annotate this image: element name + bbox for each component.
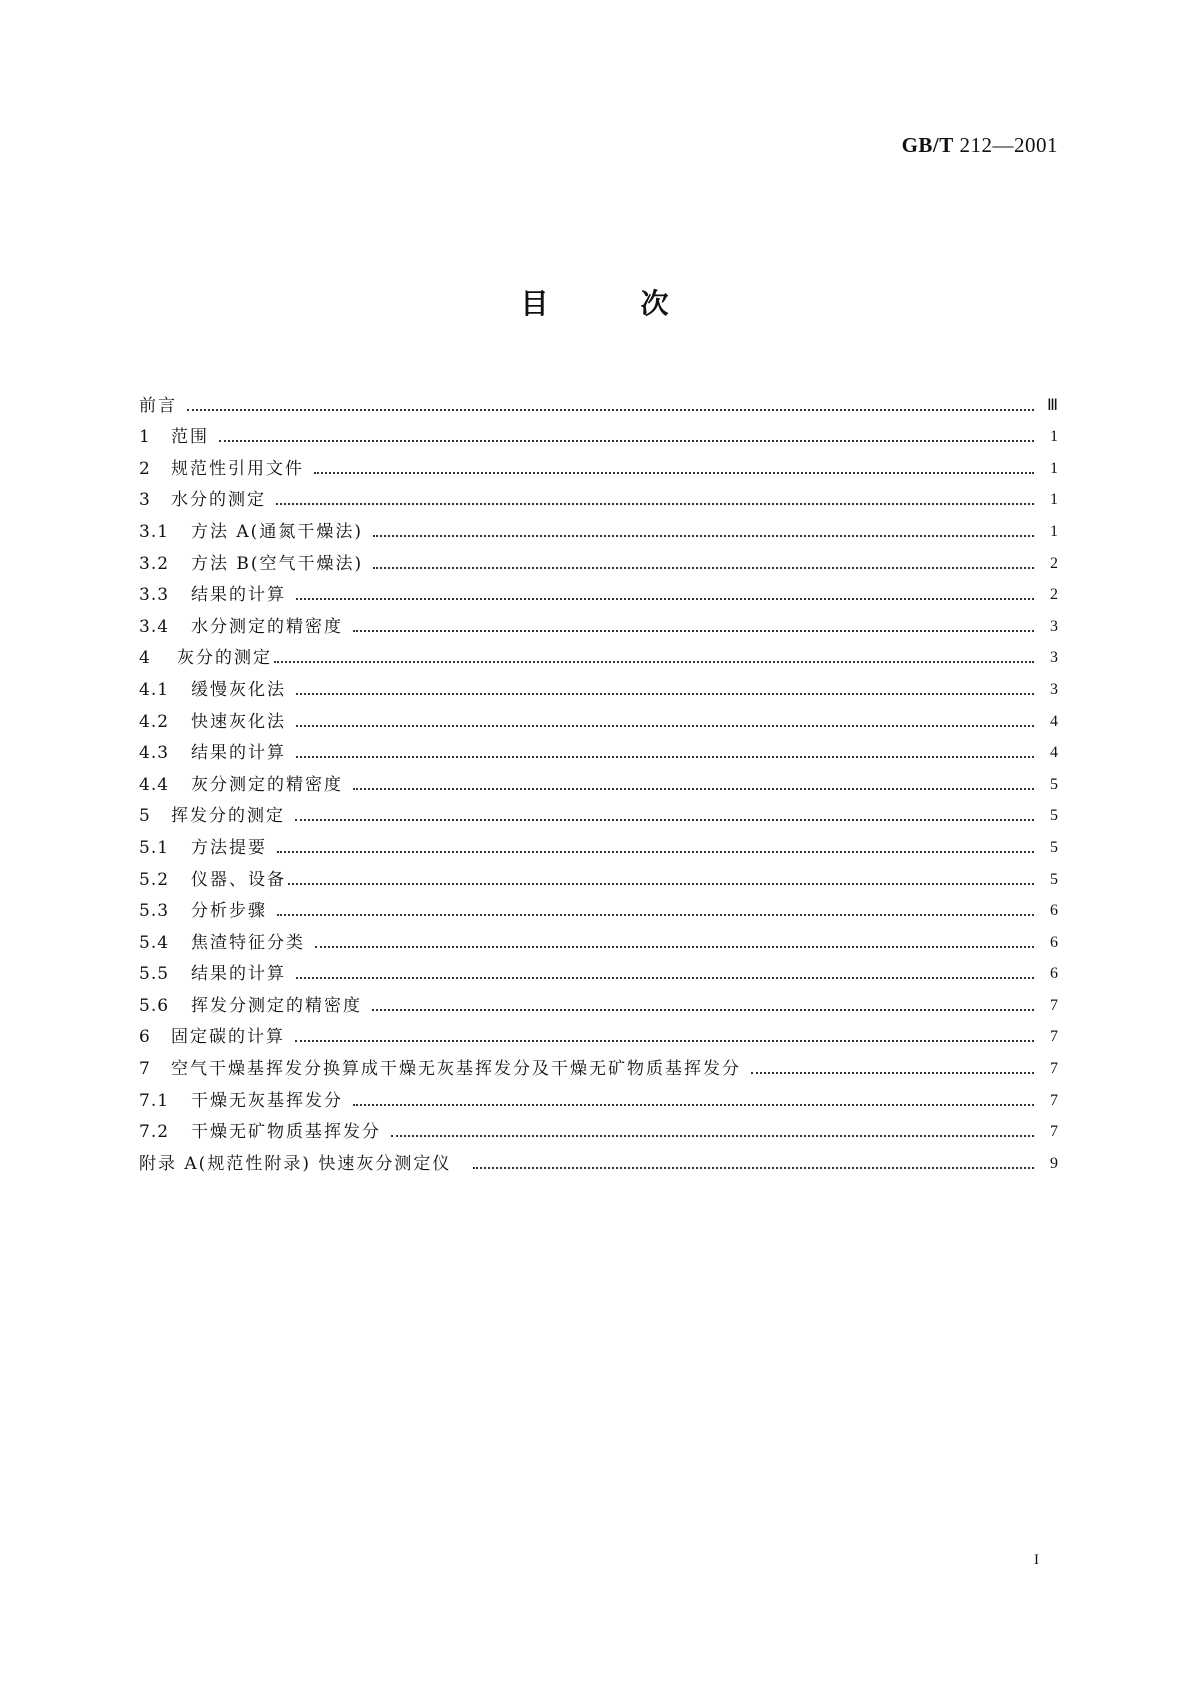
toc-section-number: 7.1 bbox=[139, 1090, 170, 1111]
toc-section-number: 7.2 bbox=[139, 1122, 170, 1143]
toc-entry-5-5[interactable] bbox=[139, 953, 1058, 985]
toc-entry-1[interactable] bbox=[139, 416, 1058, 448]
toc-section-number: 3.4 bbox=[139, 616, 170, 637]
toc-dot-leader bbox=[372, 1009, 1034, 1011]
toc-dot-leader bbox=[315, 946, 1034, 948]
toc-entry-5[interactable] bbox=[139, 795, 1058, 827]
toc-entry-foreword[interactable] bbox=[139, 384, 1058, 416]
toc-entry-title: 快速灰化法 bbox=[191, 711, 286, 732]
toc-page-number: 6 bbox=[1050, 965, 1058, 983]
toc-entry-7[interactable] bbox=[139, 1047, 1058, 1079]
toc-entry-title: 挥发分的测定 bbox=[171, 806, 285, 827]
toc-entry-title: 灰分的测定 bbox=[177, 648, 272, 669]
toc-entry-5-6[interactable] bbox=[139, 984, 1058, 1016]
toc-entry-3-3[interactable] bbox=[139, 574, 1058, 606]
toc-dot-leader bbox=[391, 1135, 1034, 1137]
toc-entry-title: 规范性引用文件 bbox=[171, 458, 304, 479]
toc-page-number: 2 bbox=[1050, 554, 1058, 572]
toc-page-number: 3 bbox=[1050, 617, 1058, 635]
toc-entry-4[interactable] bbox=[139, 637, 1058, 669]
toc-entry-title: 方法 B(空气干燥法) bbox=[191, 553, 364, 574]
toc-entry-4-4[interactable] bbox=[139, 763, 1058, 795]
toc-dot-leader bbox=[353, 788, 1034, 790]
toc-page-number: 5 bbox=[1050, 838, 1058, 856]
toc-dot-leader bbox=[277, 914, 1034, 916]
toc-page-number: 7 bbox=[1050, 1028, 1058, 1046]
toc-entry-2[interactable] bbox=[139, 447, 1058, 479]
toc-section-number: 3.1 bbox=[139, 521, 170, 542]
toc-dot-leader bbox=[296, 693, 1034, 695]
toc-entry-title: 空气干燥基挥发分换算成干燥无灰基挥发分及干燥无矿物质基挥发分 bbox=[171, 1059, 741, 1080]
toc-section-number: 5.2 bbox=[139, 869, 170, 890]
toc-entry-4-1[interactable] bbox=[139, 668, 1058, 700]
toc-entry-title: 结果的计算 bbox=[191, 585, 286, 606]
toc-dot-leader bbox=[276, 503, 1034, 505]
toc-entry-title: 附录 A(规范性附录) 快速灰分测定仪 bbox=[139, 1153, 452, 1174]
toc-entry-3-4[interactable] bbox=[139, 605, 1058, 637]
toc-dot-leader bbox=[295, 1040, 1034, 1042]
toc-section-number: 3.3 bbox=[139, 585, 170, 606]
toc-dot-leader bbox=[288, 883, 1034, 885]
toc-entry-title: 水分的测定 bbox=[171, 490, 266, 511]
title-char-2: 次 bbox=[640, 287, 671, 320]
toc-entry-5-1[interactable] bbox=[139, 826, 1058, 858]
toc-page-number: 7 bbox=[1050, 1123, 1058, 1141]
toc-section-number: 4.4 bbox=[139, 774, 170, 795]
toc-dot-leader bbox=[274, 661, 1034, 663]
toc-section-number: 1 bbox=[139, 427, 151, 448]
toc-dot-leader bbox=[219, 440, 1034, 442]
toc-page-number: 4 bbox=[1050, 712, 1058, 730]
toc-page-number: 5 bbox=[1050, 807, 1058, 825]
toc-entry-7-2[interactable] bbox=[139, 1111, 1058, 1143]
toc-page-number: 1 bbox=[1050, 491, 1058, 509]
toc-section-number: 5.5 bbox=[139, 964, 170, 985]
toc-page-number: 4 bbox=[1050, 744, 1058, 762]
toc-dot-leader bbox=[296, 598, 1034, 600]
toc-dot-leader bbox=[295, 819, 1034, 821]
toc-dot-leader bbox=[473, 1167, 1034, 1169]
toc-dot-leader bbox=[314, 472, 1034, 474]
toc-entry-4-2[interactable] bbox=[139, 700, 1058, 732]
toc-section-number: 4 bbox=[139, 648, 151, 669]
toc-entry-3-2[interactable] bbox=[139, 542, 1058, 574]
standard-code: 212—2001 bbox=[959, 133, 1058, 157]
toc-entry-title: 水分测定的精密度 bbox=[191, 616, 343, 637]
toc-page-number: 5 bbox=[1050, 775, 1058, 793]
table-of-contents bbox=[139, 384, 1058, 1174]
toc-section-number: 5.3 bbox=[139, 901, 170, 922]
toc-entry-title: 干燥无矿物质基挥发分 bbox=[191, 1122, 381, 1143]
title-char-1: 目 bbox=[520, 287, 551, 320]
toc-section-number: 5.4 bbox=[139, 932, 170, 953]
toc-section-number: 5.1 bbox=[139, 837, 170, 858]
toc-dot-leader bbox=[373, 535, 1034, 537]
toc-dot-leader bbox=[277, 851, 1034, 853]
toc-entry-title: 缓慢灰化法 bbox=[191, 679, 286, 700]
toc-entry-title: 焦渣特征分类 bbox=[191, 932, 305, 953]
toc-entry-title: 方法 A(通氮干燥法) bbox=[191, 521, 363, 542]
toc-entry-5-4[interactable] bbox=[139, 921, 1058, 953]
toc-page-number: 7 bbox=[1050, 1060, 1058, 1078]
toc-page-number: 6 bbox=[1050, 933, 1058, 951]
toc-section-number: 3.2 bbox=[139, 553, 170, 574]
toc-entry-title: 结果的计算 bbox=[191, 964, 286, 985]
page-number: I bbox=[1034, 1552, 1039, 1568]
toc-entry-5-2[interactable] bbox=[139, 858, 1058, 890]
toc-dot-leader bbox=[187, 409, 1034, 411]
toc-entry-3-1[interactable] bbox=[139, 510, 1058, 542]
toc-entry-title: 分析步骤 bbox=[191, 901, 267, 922]
toc-page-number: 1 bbox=[1050, 459, 1058, 477]
page-title bbox=[0, 282, 1191, 322]
toc-page-number: 3 bbox=[1050, 680, 1058, 698]
toc-page-number: 1 bbox=[1050, 522, 1058, 540]
toc-page-number: 7 bbox=[1050, 1091, 1058, 1109]
toc-entry-7-1[interactable] bbox=[139, 1079, 1058, 1111]
toc-entry-title: 固定碳的计算 bbox=[171, 1027, 285, 1048]
toc-page-number: 6 bbox=[1050, 902, 1058, 920]
standard-number bbox=[902, 133, 1058, 158]
toc-entry-4-3[interactable] bbox=[139, 732, 1058, 764]
toc-page-number: 7 bbox=[1050, 996, 1058, 1014]
toc-section-number: 4.2 bbox=[139, 711, 170, 732]
toc-entry-title: 前言 bbox=[139, 395, 177, 416]
toc-page-number: 2 bbox=[1050, 586, 1058, 604]
toc-entry-5-3[interactable] bbox=[139, 890, 1058, 922]
toc-dot-leader bbox=[296, 977, 1034, 979]
toc-entry-title: 范围 bbox=[171, 427, 209, 448]
toc-section-number: 7 bbox=[139, 1059, 151, 1080]
toc-dot-leader bbox=[353, 1104, 1034, 1106]
standard-prefix: GB/T bbox=[901, 133, 954, 157]
toc-section-number: 4.3 bbox=[139, 743, 170, 764]
toc-entry-title: 结果的计算 bbox=[191, 743, 286, 764]
toc-dot-leader bbox=[353, 630, 1034, 632]
toc-entry-title: 干燥无灰基挥发分 bbox=[191, 1090, 343, 1111]
toc-page-number: 3 bbox=[1050, 649, 1058, 667]
toc-entry-3[interactable] bbox=[139, 479, 1058, 511]
toc-page-number: 9 bbox=[1050, 1154, 1058, 1172]
toc-section-number: 4.1 bbox=[139, 679, 170, 700]
toc-page-number: Ⅲ bbox=[1046, 396, 1058, 414]
toc-page-number: 1 bbox=[1050, 428, 1058, 446]
toc-dot-leader bbox=[296, 756, 1034, 758]
toc-entry-annex-a[interactable] bbox=[139, 1142, 1058, 1174]
toc-page-number: 5 bbox=[1050, 870, 1058, 888]
toc-section-number: 6 bbox=[139, 1027, 151, 1048]
toc-section-number: 5.6 bbox=[139, 995, 170, 1016]
toc-section-number: 3 bbox=[139, 490, 151, 511]
toc-dot-leader bbox=[751, 1072, 1034, 1074]
toc-entry-title: 方法提要 bbox=[191, 837, 267, 858]
toc-entry-6[interactable] bbox=[139, 1016, 1058, 1048]
toc-dot-leader bbox=[296, 725, 1034, 727]
toc-section-number: 5 bbox=[139, 806, 151, 827]
toc-section-number: 2 bbox=[139, 458, 151, 479]
toc-dot-leader bbox=[373, 567, 1034, 569]
toc-entry-title: 挥发分测定的精密度 bbox=[191, 995, 362, 1016]
toc-entry-title: 灰分测定的精密度 bbox=[191, 774, 343, 795]
toc-entry-title: 仪器、设备 bbox=[191, 869, 286, 890]
